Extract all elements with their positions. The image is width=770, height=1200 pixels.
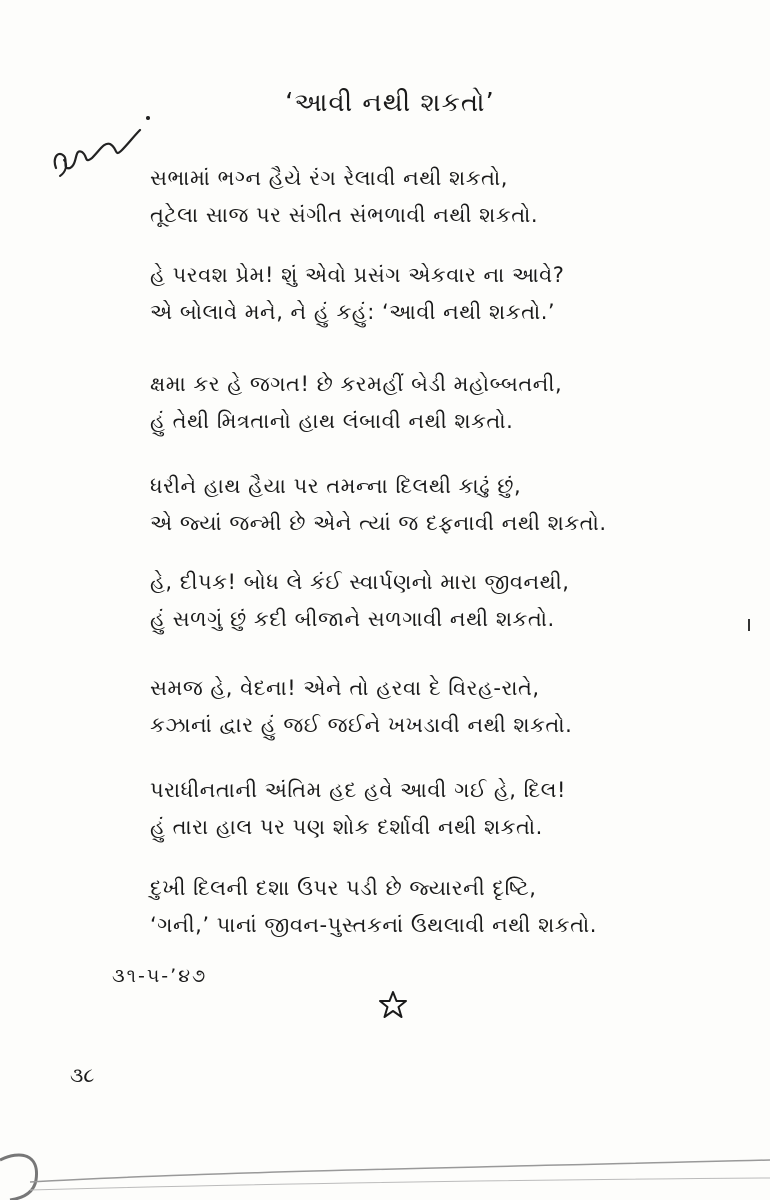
page-edge-shadow	[0, 1120, 770, 1200]
poem-line: હું તારા હાલ પર પણ શોક દર્શાવી નથી શકતો.	[150, 815, 543, 839]
margin-mark	[746, 618, 752, 632]
poem-line: દુખી દિલની દશા ઉપર પડી છે જ્યારની દૃષ્ટિ,	[150, 876, 537, 900]
poem-line: પરાધીનતાની અંતિમ હદ હવે આવી ગઈ હે, દિલ!	[150, 778, 566, 802]
poem-line: સમજ હે, વેદના! એને તો હરવા દે વિરહ-રાતે,	[150, 676, 540, 700]
poem-line: કઝાનાં દ્વાર હું જઈ જઈને ખખડાવી નથી શકતો.	[150, 713, 573, 737]
page-number: ૩૮	[70, 1063, 95, 1087]
handwritten-signature	[48, 98, 158, 188]
poem-date: ૩૧-૫-’૪૭	[112, 965, 208, 987]
poem-line: ‘ગની,’ પાનાં જીવન-પુસ્તકનાં ઉથલાવી નથી શકતો.	[150, 913, 597, 937]
stanza	[150, 564, 640, 638]
stanza	[150, 366, 640, 440]
poem-line: હું તેથી મિત્રતાનો હાથ લંબાવી નથી શકતો.	[150, 409, 514, 433]
poem-line: હે પરવશ પ્રેમ! શું એવો પ્રસંગ એકવાર ના આવે?	[150, 263, 565, 287]
poem-line: હે, દીપક! બોધ લે કંઈ સ્વાર્પણનો મારા જીવનથી,	[150, 570, 570, 594]
poem-line: ક્ષમા કર હે જગત! છે કરમહીં બેડી મહોબ્બતની,	[150, 372, 563, 396]
stanza	[150, 870, 640, 944]
poem-line: એ બોલાવે મને, ને હું કહું: ‘આવી નથી શકતો.’	[150, 300, 556, 324]
poem-line: એ જ્યાં જન્મી છે એને ત્યાં જ દફનાવી નથી શકતો.	[150, 511, 607, 535]
stanza	[150, 772, 640, 846]
poem-line: હું સળગું છું કદી બીજાને સળગાવી નથી શકતો.	[150, 607, 555, 631]
stanza	[150, 670, 640, 744]
poem-line: ધરીને હાથ હૈયા પર તમન્ના દિલથી કાઢું છું,	[150, 474, 522, 498]
poem-line: સભામાં ભગ્ન હૈયે રંગ રેલાવી નથી શકતો,	[150, 166, 508, 190]
poem-line: તૂટેલા સાજ પર સંગીત સંભળાવી નથી શકતો.	[150, 203, 539, 227]
star-outline-icon	[378, 990, 408, 1020]
poem-title: ‘આવી નથી શકતો’	[285, 88, 495, 118]
stanza	[150, 468, 640, 542]
stanza	[150, 160, 640, 234]
stanza	[150, 257, 640, 331]
